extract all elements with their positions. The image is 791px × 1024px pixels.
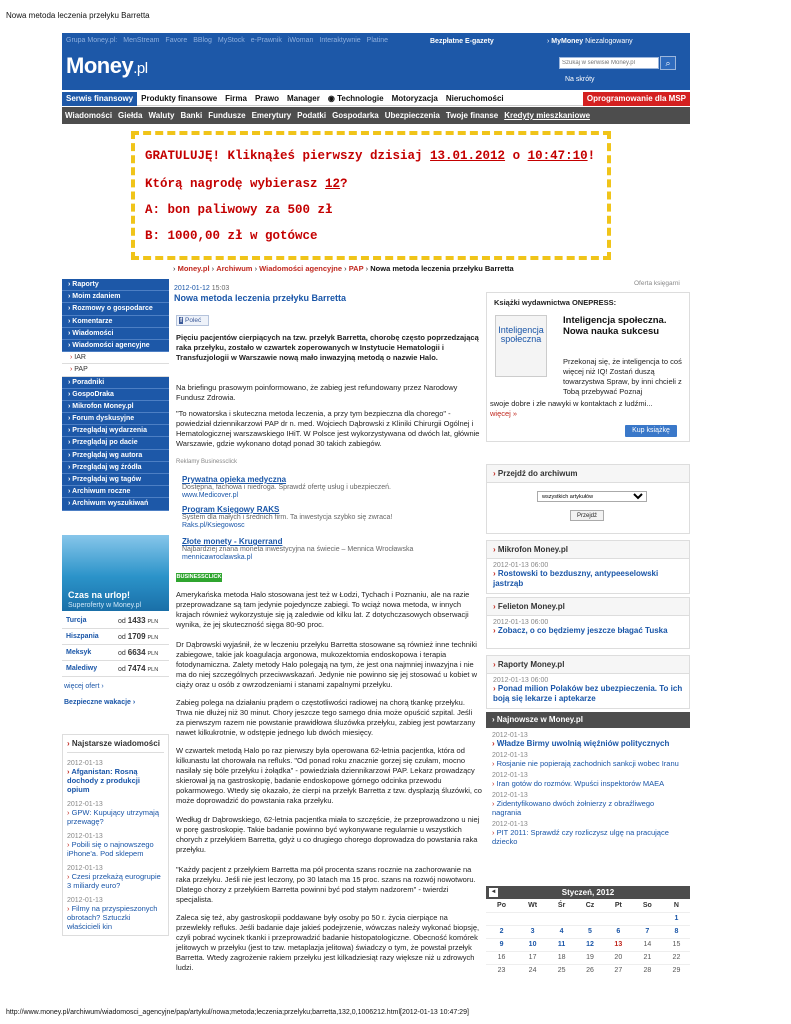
holiday-subtitle: Superoferty w Money.pl (68, 602, 142, 609)
price-currency: PLN (147, 635, 159, 641)
price-country: Turcja (66, 617, 87, 624)
list-item (486, 792, 690, 817)
calendar-day: 27 (605, 964, 632, 977)
subnav-kredyty[interactable]: Kredyty mieszkaniowe (504, 111, 591, 120)
price-value (118, 613, 158, 630)
promo-line-2 (145, 177, 348, 191)
newest-date: 2012-01-13 (492, 792, 528, 799)
newest-link[interactable]: › Zidentyfikowano dwóch żołnierzy z obraźliwego nagrania (492, 799, 684, 817)
calendar-day (605, 912, 632, 925)
subnav-waluty[interactable]: Waluty (148, 111, 175, 120)
oldest-news-title-text: Najstarsze wiadomości (71, 739, 160, 748)
nav-firma[interactable]: Firma (225, 94, 247, 103)
news-link-text: Pobili się o najnowszego iPhone'a. Pod sklepem (67, 840, 154, 858)
holiday-title: Czas na urlop! (68, 590, 131, 600)
news-date: 2012-01-13 (67, 833, 103, 840)
price-country: Malediwy (66, 665, 98, 672)
calendar-dayname: Cz (585, 901, 595, 909)
news-date: 2012-01-13 (67, 801, 103, 808)
newest-date: 2012-01-13 (492, 732, 528, 739)
book-title[interactable]: Inteligencja społeczna. Nowa nauka sukcesu (563, 315, 667, 337)
calendar-day[interactable]: 8 (663, 925, 690, 938)
sidebar-subitem[interactable]: › IAR (62, 352, 169, 364)
felieton-date: 2012-01-13 06:00 (493, 619, 549, 626)
sidebar-item[interactable]: › Przeglądaj wg źródła (62, 462, 169, 474)
mikrofon-date: 2012-01-13 06:00 (493, 562, 549, 569)
holiday-banner[interactable] (62, 535, 169, 611)
breadcrumb: › Money.pl › Archiwum › Wiadomości agencyjne › PAP › Nowa metoda leczenia przełyku Barretta (173, 264, 514, 273)
promo-text: Którą nagrodę wybierasz (145, 177, 326, 191)
left-sidebar (62, 279, 169, 511)
sidebar-item[interactable]: › Mikrofon Money.pl (62, 401, 169, 413)
mikrofon-box (486, 540, 690, 594)
calendar-day[interactable]: 3 (517, 925, 548, 938)
group-link[interactable]: iWoman (287, 37, 314, 44)
breadcrumb-link[interactable]: Archiwum (216, 264, 253, 273)
price-amount: 1709 (127, 632, 146, 641)
egazety-link[interactable]: Bezpłatne E-gazety (430, 38, 494, 45)
oldest-news-title: › Najstarsze wiadomości (67, 739, 164, 753)
calendar-day[interactable]: 2 (486, 925, 517, 938)
subnav-banki[interactable]: Banki (180, 111, 203, 120)
promo-text: ! (587, 149, 596, 163)
group-link[interactable]: e-Prawnik (250, 37, 282, 44)
promo-number: 12 (325, 177, 341, 191)
nav-prawo[interactable]: Prawo (254, 94, 279, 103)
oldest-news-box (62, 734, 169, 936)
list-item (486, 732, 690, 748)
price-currency: PLN (147, 651, 159, 657)
sidebar-item[interactable]: › Przeglądaj wydarzenia (62, 425, 169, 437)
price-row[interactable] (62, 613, 169, 629)
browser-page-title: Nowa metoda leczenia przełyku Barretta (6, 11, 150, 20)
newest-date: 2012-01-13 (492, 772, 528, 779)
group-link[interactable]: Platine (366, 37, 389, 44)
book-description: Przekonaj się, że inteligencja to coś więcej niż IQ! Zostań duszą towarzystwa Spraw, by inni chcieli z Tobą przebywać Poznaj (563, 357, 682, 396)
group-link: Grupa Money.pl: (66, 37, 118, 44)
calendar-day[interactable]: 7 (632, 925, 663, 938)
subnav-emerytury[interactable]: Emerytury (251, 111, 292, 120)
price-country: Meksyk (66, 649, 92, 656)
news-link[interactable]: › Pobili się o najnowszego iPhone'a. Pod sklepem (67, 840, 154, 858)
calendar-day: 20 (605, 951, 632, 964)
nav-nieruchomosci[interactable]: Nieruchomości (445, 94, 504, 103)
price-od: od (118, 666, 126, 673)
book-description-more: swoje dobre i złe nawyki w kontaktach z ludźmi... (490, 399, 653, 408)
calendar-day: 15 (663, 938, 690, 951)
calendar-day: 17 (517, 951, 548, 964)
calendar-day: 16 (486, 951, 517, 964)
archive-box (486, 464, 690, 534)
fb-label: Poleć (184, 317, 202, 324)
mikrofon-link[interactable]: › Rostowski to bezduszny, antypeeselowski jastrząb (493, 569, 683, 589)
ad-headline[interactable]: Prywatna opieka medyczna (182, 475, 287, 484)
news-date: 2012-01-13 (67, 897, 103, 904)
article-date-value: 2012-01-12 (174, 285, 210, 292)
nav-motoryzacja[interactable]: Motoryzacja (391, 94, 438, 103)
mymoney-label: MyMoney (551, 38, 584, 45)
price-amount: 6634 (127, 648, 146, 657)
calendar-day: 14 (632, 938, 663, 951)
calendar-grid (486, 899, 690, 977)
ad-url[interactable]: www.Medicover.pl (182, 492, 239, 499)
price-row[interactable] (62, 629, 169, 645)
calendar-dayname: N (673, 901, 679, 909)
list-item (67, 833, 164, 858)
group-link[interactable]: MenStream (123, 37, 160, 44)
calendar-day[interactable]: 9 (486, 938, 517, 951)
ad-item[interactable] (182, 475, 482, 499)
news-date: 2012-01-13 (67, 865, 103, 872)
calendar-dayname: Po (497, 901, 506, 909)
promo-time: 10:47:10 (527, 149, 588, 163)
article-paragraph: Zabieg polega na działaniu prądem o częstotliwości radiowej na chorą tkankę przełyku. Trwa nie dłużej niż 30 minut. Chory jeszcze tego samego dnia może opuścić szpital. Jeśli za pierwszym razem nie powstanie prawidłowa śluzówka przełyku, zabieg jest powtarzany nawet kilkukrotnie, w odstępie jednego lub dwóch miesięcy. (176, 698, 476, 737)
calendar-header (486, 886, 690, 899)
sub-nav (62, 107, 690, 124)
news-link-text: Filmy na przyspieszonych obrotach? Sztuczki właścicieli kin (67, 904, 158, 931)
calendar-dayname: So (642, 901, 652, 909)
sidebar-item[interactable]: › Przeglądaj wg tagów (62, 474, 169, 486)
bookstore-offer-label: Oferta księgarni (634, 280, 680, 287)
onepress-title: Książki wydawnictwa ONEPRESS: (494, 298, 617, 307)
article-paragraph: "To nowatorska i skuteczna metoda leczenia, a przy tym bezpieczna dla chorego" - powiedział dziennikarzowi PAP dr n. med. Wojciech Dąbrowski z Kliniki Chirurgii Ogólnej i Hematologicznej warszawskiego IHiT. W Polsce jest wykorzystywana od dwóch lat, głównie Warszawie, gdzie wykonano dotąd ponad 30 takich zabiegów. (176, 409, 480, 448)
calendar-day: 23 (486, 964, 517, 977)
archive-go-button[interactable]: Przejdź (570, 510, 604, 521)
calendar-dayname: Wt (528, 901, 538, 909)
subnav-twoje-finanse[interactable]: Twoje finanse (445, 111, 499, 120)
breadcrumb-current: Nowa metoda leczenia przełyku Barretta (370, 264, 514, 273)
calendar-day: 28 (632, 964, 663, 977)
sidebar-subitem[interactable]: › PAP (62, 364, 169, 376)
newest-link[interactable]: › PIT 2011: Sprawdź czy rozliczysz ulgę na pracujące dziecko (492, 828, 684, 846)
raporty-title: › Raporty Money.pl (487, 656, 689, 674)
news-link[interactable]: › Czesi przekażą eurogrupie 3 miliardy euro? (67, 872, 161, 890)
mikrofon-title: › Mikrofon Money.pl (487, 541, 689, 559)
calendar-day[interactable]: 12 (575, 938, 605, 951)
raporty-box (486, 655, 690, 709)
archive-select[interactable] (537, 491, 647, 502)
news-link-text: Czesi przekażą eurogrupie 3 miliardy euro? (67, 872, 161, 890)
facebook-like-button[interactable]: f Poleć (176, 315, 209, 326)
list-item (67, 865, 164, 890)
subnav-gospodarka[interactable]: Gospodarka (332, 111, 379, 120)
more-offers-label: więcej ofert (64, 683, 100, 690)
sidebar-item[interactable]: › Archiwum roczne (62, 486, 169, 498)
article-paragraph: Na briefingu prasowym poinformowano, że zabieg jest refundowany przez Narodowy Fundusz Zdrowia. (176, 383, 458, 402)
ad-headline[interactable]: Program Księgowy RAKS (182, 505, 280, 514)
article-time: 15:03 (211, 285, 230, 292)
buy-book-button[interactable]: Kup książkę (625, 425, 677, 437)
price-od: od (118, 634, 126, 641)
nav-produkty-finansowe[interactable]: Produkty finansowe (141, 94, 218, 103)
article-paragraph: Według dr Dąbrowskiego, 62-letnia pacjentka miała to szczęście, że przeprowadzono u niej w porę gastroskopię. Takie badanie powinno być wykonywane regularnie u wszystkich chorych z przełykiem Barretta, gdyż u co drugiego chorego doprowadza do powstania raka przełyku. (176, 815, 480, 854)
sidebar-item[interactable]: › Poradniki (62, 377, 169, 389)
search-icon[interactable]: ⌕ (660, 56, 676, 70)
promo-date: 13.01.2012 (430, 149, 506, 163)
promo-option-a[interactable]: A: bon paliwowy za 500 zł (145, 203, 333, 217)
news-link[interactable]: › Afganistan: Rosną dochody z produkcji opium (67, 767, 140, 794)
raporty-link[interactable]: › Ponad milion Polaków bez ubezpieczenia. To ich boją się lekarze i aptekarze (493, 684, 683, 704)
newest-date: 2012-01-13 (492, 821, 528, 828)
article-lead: Pięciu pacjentów cierpiących na tzw. przełyk Barretta, chorobę często poprzedzającą raka przełyku, zostało w czwartek zoperowanych w Instytucie Hematologii i Transfuzjologii w Warszawie nową mało inwazyjną metodą o nazwie Halo. (176, 333, 479, 362)
breadcrumb-link[interactable]: PAP (348, 264, 364, 273)
list-item (67, 801, 164, 826)
list-item (486, 772, 690, 788)
felieton-title: › Felieton Money.pl (487, 598, 689, 616)
book-cover-line: społeczna (500, 334, 542, 344)
ad-text: Dostępna, fachowa i niedroga. Sprawdź ofertę usług i ubezpieczeń. (182, 484, 391, 491)
raporty-date: 2012-01-13 06:00 (493, 677, 549, 684)
ads-label: Reklamy Businessclick (176, 459, 238, 465)
subnav-gielda[interactable]: Giełda (118, 111, 143, 120)
calendar-day: 24 (517, 964, 548, 977)
money-logo[interactable] (66, 53, 148, 79)
subnav-podatki[interactable]: Podatki (297, 111, 327, 120)
logo-suffix: .pl (133, 60, 148, 77)
main-nav (62, 92, 690, 106)
felieton-box (486, 597, 690, 649)
nav-oprogramowanie[interactable]: Oprogramowanie dla MSP (583, 92, 690, 106)
calendar-day (486, 912, 517, 925)
sidebar-item[interactable]: › Archiwum wyszukiwań (62, 498, 169, 510)
price-od: od (118, 618, 126, 625)
calendar-day: 26 (575, 964, 605, 977)
breadcrumb-link[interactable]: Wiadomości agencyjne (259, 264, 343, 273)
calendar-title: Styczeń, 2012 (561, 888, 615, 897)
price-value (118, 661, 158, 678)
sidebar-item[interactable]: › Forum dyskusyjne (62, 413, 169, 425)
more-offers-link[interactable]: więcej ofert › (64, 683, 104, 690)
article-paragraph: Dr Dąbrowski wyjaśnił, że w leczeniu przełyku Barretta stosowane są również inne techniki zabiegowe, takie jak koagulacja argonowa, mukozektomia endoskopowa i terapia fotodynamiczna. Zalety metody Halo polegają na tym, że jest ona najmniej inwazyjna i nie ma do niej szczególnych przeciwwskazań. Jedynie nie powinno się jej stosować u kobiet w ciąży oraz u osób z owrzodzeniami i stanami zapalnymi przełyku. (176, 640, 477, 689)
login-status: Niezalogowany (585, 38, 633, 45)
article-paragraph: Amerykańska metoda Halo stosowana jest też w Łodzi, Tychach i Poznaniu, ale na razie przeprowadzane są tam jedynie pojedyncze zabiegi. To wciąż nowa metoda, w innych krajach również wykorzystuje się ją zaledwie od kilku lat. Z dotychczasowych obserwacji wynika, że jej skuteczność sięga 80-90 proc. (176, 590, 470, 629)
article-paragraph: W czwartek metodą Halo po raz pierwszy była operowana 62-letnia pacjentka, która od kilkunastu lat chorowała na refluks. "Od ponad roku znacznie gorzej się czułam, mocno nasilały się bóle przełyku i żołądka" - powiedziała dziennikarzowi PAP. Lekarz prowadzący skierował ją na gastroskopię, badanie endoskopowe górnego odcinka przewodu pokarmowego. Wtedy się okazało, że cierpi na przełyk Barretta z tzw. dysplazją śluzówki, co może doprowadzić do powstania raka przełyku. (176, 746, 482, 805)
list-item (486, 821, 690, 846)
sidebar-item[interactable]: › Wiadomości (62, 328, 169, 340)
book-cover-line: Inteligencja (498, 325, 544, 335)
nav-manager[interactable]: Manager (286, 94, 320, 103)
promo-text: o (505, 149, 528, 163)
calendar-day[interactable]: 1 (663, 912, 690, 925)
calendar-day: 29 (663, 964, 690, 977)
newest-link[interactable]: › Władze Birmy uwolnią więźniów politycznych (492, 739, 684, 748)
group-links (66, 37, 394, 44)
calendar-day[interactable]: 6 (605, 925, 632, 938)
price-amount: 7474 (127, 664, 146, 673)
search-input[interactable] (559, 57, 659, 69)
article (174, 285, 482, 972)
calendar-day: 21 (632, 951, 663, 964)
mymoney-link[interactable]: › MyMoney Niezalogowany (547, 38, 633, 45)
list-item (67, 760, 164, 794)
breadcrumb-link[interactable]: Money.pl (177, 264, 210, 273)
sidebar-item[interactable]: › Komentarze (62, 316, 169, 328)
calendar-day[interactable]: 4 (548, 925, 575, 938)
promo-option-b[interactable]: B: 1000,00 zł w gotówce (145, 229, 318, 243)
book-cover[interactable] (495, 315, 547, 377)
sidebar-item-active[interactable]: › Wiadomości agencyjne (62, 340, 169, 352)
news-link-text: Afganistan: Rosną dochody z produkcji opium (67, 767, 140, 794)
calendar-day[interactable]: 5 (575, 925, 605, 938)
calendar (486, 886, 690, 977)
site-header (62, 33, 690, 90)
safe-holidays-label: Bezpieczne wakacje (64, 699, 131, 706)
calendar-day (632, 912, 663, 925)
article-paragraph: Zaleca się też, aby gastroskopii poddawane były osoby po 50 r. życia cierpiące na przewlekły refluks. Jeśli badanie daje jakieś podejrzenie, wówczas należy wykonać biopsję, czyli pobrać wycinek tkanki i przeprowadzić badanie histopatologiczne. Obecność komórek jelitowych w przełyku (jest to tzw. metaplazja jelitowa) świadczy o tym, że powstał przełyk Barretta. Wtedy zagrożenie rakiem przełyku jest kilkadziesiąt razy większe niż u zdrowych ludzi. (176, 913, 480, 972)
promo-banner[interactable] (131, 131, 611, 260)
price-row[interactable] (62, 645, 169, 661)
ad-url[interactable]: mennicawroclawska.pl (182, 554, 253, 561)
subnav-wiadomosci[interactable]: Wiadomości (65, 111, 113, 120)
shortcuts-link[interactable]: Na skróty (565, 76, 595, 83)
sidebar-item[interactable]: › Raporty (62, 279, 169, 291)
subnav-fundusze[interactable]: Fundusze (208, 111, 246, 120)
price-currency: PLN (147, 667, 159, 673)
calendar-today[interactable]: 13 (605, 938, 632, 951)
ad-item[interactable] (182, 537, 482, 561)
calendar-day[interactable]: 10 (517, 938, 548, 951)
holiday-prices (62, 613, 169, 677)
price-country: Hiszpania (66, 633, 99, 640)
calendar-day: 18 (548, 951, 575, 964)
newest-link[interactable]: › Iran gotów do rozmów. Wpuści inspektorów MAEA (492, 779, 684, 788)
list-item (486, 752, 690, 768)
list-item (67, 897, 164, 931)
newest-title: › Najnowsze w Money.pl (486, 712, 690, 728)
nav-serwis-finansowy[interactable]: Serwis finansowy (62, 92, 137, 106)
price-od: od (118, 650, 126, 657)
group-link[interactable]: Favore (165, 37, 188, 44)
page-url-footer: http://www.money.pl/archiwum/wiadomosci_agencyjne/pap/artykul/nowa;metoda;leczenia;przelyku;barretta,132,0,1006212.html[2012-01-13 10:47:29] (6, 1009, 469, 1016)
onepress-box (486, 292, 690, 442)
nav-technologie[interactable]: ◉ Technologie (324, 92, 388, 106)
sidebar-item[interactable]: › Przeglądaj po dacie (62, 437, 169, 449)
price-currency: PLN (147, 619, 159, 625)
article-title: Nowa metoda leczenia przełyku Barretta (174, 293, 347, 303)
felieton-link[interactable]: › Zobacz, o co będziemy jeszcze błagać Tuska (493, 626, 683, 636)
businessclick-logo[interactable]: BUSINESSCLICK (176, 574, 222, 580)
sidebar-item[interactable]: › Przeglądaj wg autora (62, 450, 169, 462)
ad-headline[interactable]: Złote monety - Krugerrand (182, 537, 283, 546)
article-date (174, 285, 482, 292)
subnav-ubezpieczenia[interactable]: Ubezpieczenia (384, 111, 440, 120)
calendar-day[interactable]: 11 (548, 938, 575, 951)
book-more-link[interactable]: więcej » (490, 409, 518, 418)
logo-text: Money (66, 53, 134, 78)
newest-date: 2012-01-13 (492, 752, 528, 759)
calendar-day: 19 (575, 951, 605, 964)
sidebar-item[interactable]: › Rozmowy o gospodarce (62, 303, 169, 315)
news-date: 2012-01-13 (67, 760, 103, 767)
prev-month-icon[interactable]: ◄ (490, 889, 497, 895)
news-link[interactable]: › GPW: Kupujący utrzymają przewagę? (67, 808, 159, 826)
ad-item[interactable] (182, 505, 482, 529)
calendar-day (548, 912, 575, 925)
calendar-dayname: Śr (557, 901, 566, 909)
calendar-dayname: Pt (614, 901, 622, 909)
calendar-day (517, 912, 548, 925)
price-value (118, 645, 158, 662)
nav-technologie-label: Technologie (337, 94, 384, 103)
newest-link[interactable]: › Rosjanie nie popierają zachodnich sankcji wobec Iranu (492, 759, 684, 768)
article-paragraph: "Każdy pacjent z przełykiem Barretta ma pół procenta szans rocznie na zachorowanie na raka przełyku. Jeśli nie jest leczony, po 30 latach ma 15 proc. szans na rozwój nowotworu. Dlatego chorzy z przełykiem Barretta powinni być pod stałym nadzorem" - twierdzi specjalista. (176, 865, 476, 904)
newest-box (486, 712, 690, 846)
promo-text: GRATULUJĘ! Kliknąłeś pierwszy dzisiaj (145, 149, 431, 163)
archive-title: › Przejdź do archiwum (487, 465, 689, 483)
group-link[interactable]: Interaktywnie (319, 37, 361, 44)
calendar-day: 25 (548, 964, 575, 977)
calendar-day: 22 (663, 951, 690, 964)
news-link-text: GPW: Kupujący utrzymają przewagę? (67, 808, 159, 826)
ad-url[interactable]: Raks.pl/Ksiegowosc (182, 522, 245, 529)
ad-text: Najbardziej znana moneta inwestycyjna na świecie – Mennica Wrocławska (182, 546, 414, 553)
promo-text: ? (340, 177, 348, 191)
promo-line-1 (145, 149, 595, 163)
sidebar-item[interactable]: › Moim zdaniem (62, 291, 169, 303)
group-link[interactable]: MyStock (217, 37, 245, 44)
news-link[interactable]: › Filmy na przyspieszonych obrotach? Sztuczki właścicieli kin (67, 904, 158, 931)
calendar-day (575, 912, 605, 925)
ad-text: System dla małych i średnich firm. Ta inwestycja szybko się zwraca! (182, 514, 393, 521)
price-value (118, 629, 158, 646)
price-row[interactable] (62, 661, 169, 677)
sidebar-item[interactable]: › GospoDraka (62, 389, 169, 401)
price-amount: 1433 (127, 616, 146, 625)
safe-holidays-link[interactable]: Bezpieczne wakacje › (64, 699, 136, 706)
group-link[interactable]: BBlog (193, 37, 212, 44)
